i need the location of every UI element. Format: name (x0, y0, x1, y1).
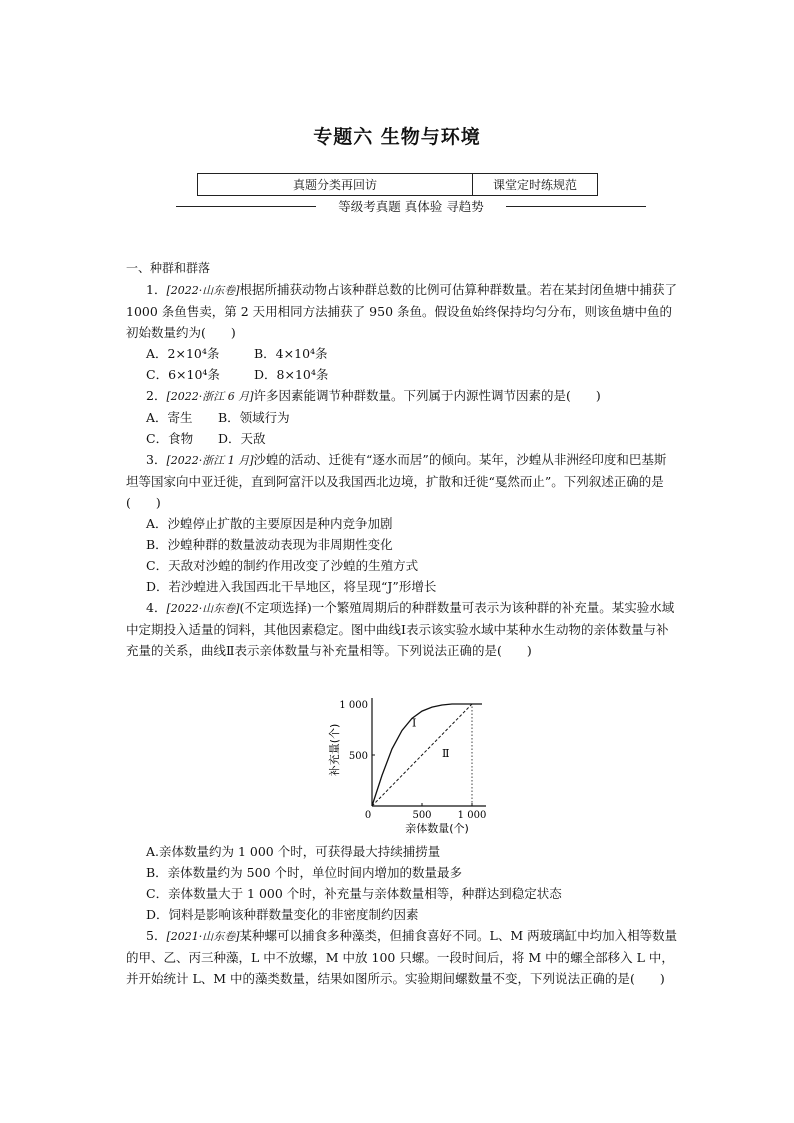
subheading-text: 等级考真题 真体验 寻趋势 (338, 199, 484, 214)
tab-practice[interactable]: 课堂定时练规范 (492, 178, 577, 192)
recruitment-chart (326, 661, 486, 836)
question-source: [2022·浙江 6 月] (166, 390, 254, 403)
chart-container (126, 661, 678, 841)
question-2 (126, 385, 678, 407)
question-number: 3． (146, 452, 167, 467)
y-axis-title: 补充量(个) (328, 723, 341, 777)
option-b[interactable]: B．4×10⁴条 (254, 346, 328, 361)
x-tick-label: 0 (364, 810, 372, 821)
question-number: 2． (146, 388, 167, 403)
options-row (126, 428, 678, 449)
question-text: 某种螺可以捕食多种藻类，但捕食喜好不同。L、M 两玻璃缸中均加入相等数量的甲、乙、丙三种藻，L 中不放螺，M 中放 100 只螺。一段时间后，将 M 中的螺全部移入 L 中，并开始统计 L、M 中的藻类数量，结果如图所示。实验期间螺数量不变，下列说法正确的是( ) (126, 928, 678, 986)
question-text: 许多因素能调节种群数量。下列属于内源性调节因素的是( ) (253, 388, 601, 403)
section-heading: 一、种群和群落 (126, 261, 211, 275)
question-text: 根据所捕获动物占该种群总数的比例可估算种群数量。若在某封闭鱼塘中捕获了 1000 条鱼售卖，第 2 天用相同方法捕获了 950 条鱼。假设鱼始终保持均匀分布，则该鱼塘中鱼的初始数量约为( ) (126, 282, 678, 340)
question-number: 5． (146, 928, 167, 943)
x-axis-title: 亲体数量(个) (405, 822, 469, 835)
page-title: 专题六 生物与环境 (313, 126, 481, 148)
option-a[interactable]: A．寄生 (146, 410, 193, 425)
series-line-2 (372, 704, 472, 806)
curve-label-2: Ⅱ (442, 747, 450, 761)
subheading (176, 196, 646, 216)
question-number: 1． (146, 282, 167, 297)
question-source: [2022·浙江 1 月] (166, 454, 254, 467)
option-d[interactable]: D．8×10⁴条 (254, 367, 329, 382)
question-source: [2022·山东卷] (166, 284, 240, 297)
question-5 (126, 925, 678, 989)
tab-box (197, 173, 598, 196)
option-a[interactable]: A．2×10⁴条 (146, 346, 220, 361)
series-line-1 (372, 704, 482, 806)
x-tick-label: 1 000 (457, 810, 486, 821)
options-row (126, 407, 678, 428)
option-c[interactable]: C．6×10⁴条 (146, 367, 220, 382)
y-tick-label: 500 (348, 751, 368, 762)
question-number: 4． (146, 600, 167, 615)
question-text: 沙蝗的活动、迁徙有“逐水而居”的倾向。某年，沙蝗从非洲经印度和巴基斯坦等国家向中亚迁徙，直到阿富汗以及我国西北边境，扩散和迁徙“戛然而止”。下列叙述正确的是( ) (126, 452, 667, 510)
option-b[interactable]: B．亲体数量约为 500 个时，单位时间内增加的数量最多 (146, 865, 462, 880)
option-c[interactable]: C．天敌对沙蝗的制约作用改变了沙蝗的生殖方式 (146, 558, 419, 573)
question-3 (126, 449, 678, 513)
option-c[interactable]: C．食物 (146, 431, 194, 446)
question-content (126, 258, 678, 989)
option-a[interactable]: A．沙蝗停止扩散的主要原因是种内竞争加剧 (146, 516, 393, 531)
option-d[interactable]: D．若沙蝗进入我国西北干旱地区，将呈现“J”形增长 (146, 579, 437, 594)
option-a[interactable]: A.亲体数量约为 1 000 个时，可获得最大持续捕捞量 (146, 844, 441, 859)
option-d[interactable]: D．饲料是影响该种群数量变化的非密度制约因素 (146, 907, 419, 922)
question-4 (126, 597, 678, 661)
question-source: [2022·山东卷] (166, 602, 240, 615)
option-b[interactable]: B．沙蝗种群的数量波动表现为非周期性变化 (146, 537, 393, 552)
divider-right (506, 206, 646, 207)
options-row (126, 343, 678, 364)
option-d[interactable]: D．天敌 (218, 431, 266, 446)
question-source: [2021·山东卷] (166, 930, 240, 943)
option-c[interactable]: C．亲体数量大于 1 000 个时，补充量与亲体数量相等，种群达到稳定状态 (146, 886, 562, 901)
options-row (126, 364, 678, 385)
y-tick-label: 1 000 (339, 700, 368, 711)
option-b[interactable]: B．领域行为 (218, 410, 290, 425)
question-text: (不定项选择)一个繁殖周期后的种群数量可表示为该种群的补充量。某实验水域中定期投入适量的饲料，其他因素稳定。图中曲线Ⅰ表示该实验水域中某种水生动物的亲体数量与补充量的关系，曲线Ⅱ表示亲体数量与补充量相等。下列说法正确的是( ) (126, 600, 675, 658)
x-tick-label: 500 (412, 810, 432, 821)
curve-label-1: Ⅰ (412, 716, 417, 730)
question-1 (126, 279, 678, 343)
tab-review[interactable]: 真题分类再回访 (198, 174, 473, 195)
